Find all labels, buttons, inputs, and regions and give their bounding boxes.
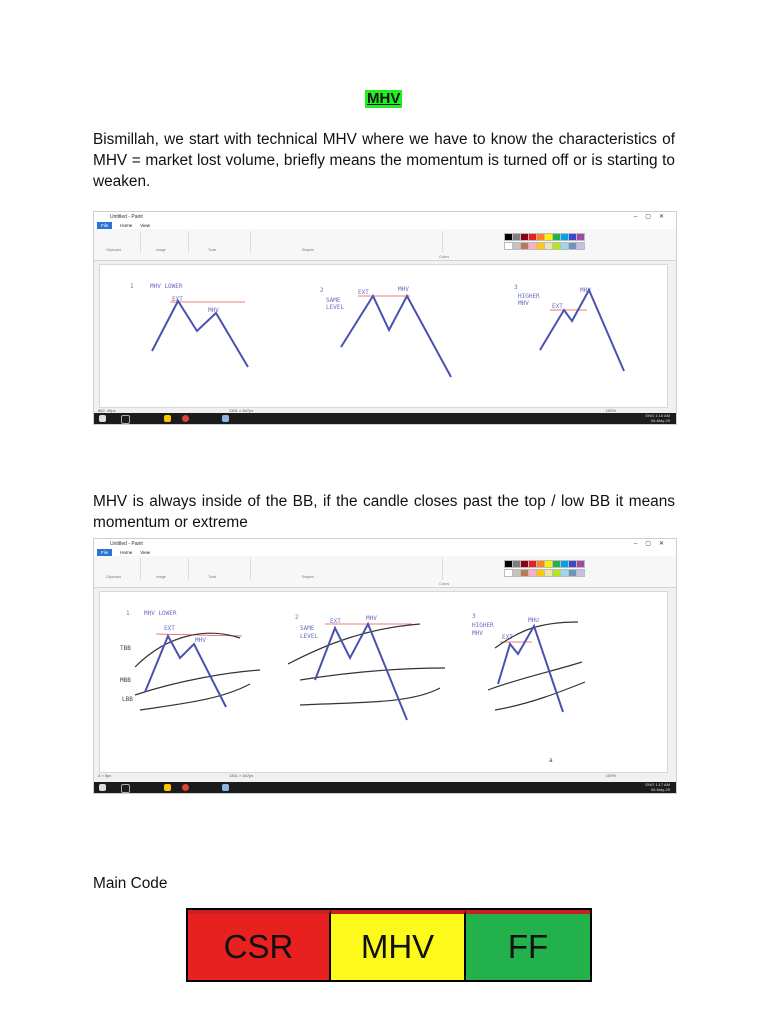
paint-canvas[interactable] [99, 264, 668, 408]
windows-taskbar [94, 413, 676, 424]
status-canvas-size: 1301 × 547px [229, 408, 254, 413]
main-code-label: Main Code [93, 875, 168, 892]
windows-taskbar [94, 782, 676, 793]
paint-title-bar [94, 212, 676, 222]
label-mhv-lower: MHV LOWER [150, 283, 183, 290]
label-ext2: EXT [330, 618, 341, 625]
code-cell-csr: CSR [188, 910, 331, 980]
ribbon-colors-label: Colors [439, 582, 450, 586]
ribbon-clipboard[interactable]: Clipboard [96, 231, 141, 253]
label-mhv3b: MHU [528, 617, 539, 624]
label-n2: 2 [295, 614, 299, 621]
menu-home[interactable]: Home [120, 223, 133, 228]
label-ext3: EXT [502, 634, 513, 641]
drawing-canvas-1 [100, 265, 667, 407]
label-n2: 2 [320, 287, 324, 294]
status-cursor-pos: 3 × 5px [98, 773, 112, 778]
label-lbb: LBB [122, 696, 133, 703]
label-n1: 1 [126, 610, 130, 617]
code-cell-ff: FF [466, 910, 590, 980]
paint-screenshot-1 [93, 211, 677, 425]
chrome-icon[interactable] [182, 784, 189, 791]
search-icon[interactable] [121, 784, 130, 793]
menu-home[interactable]: Home [120, 550, 133, 555]
label-mhv2: MHV [398, 286, 409, 293]
lang-indicator: ENG [645, 413, 655, 418]
paint-menu-bar [94, 222, 676, 229]
code-cell-mhv: MHV [331, 910, 466, 980]
label-mhv1: MHV [195, 637, 206, 644]
ribbon-tools[interactable]: Tools [190, 231, 251, 253]
paint-screenshot-2 [93, 538, 677, 794]
main-code-bar [186, 908, 592, 982]
label-tbb: TBB [120, 645, 131, 652]
start-icon[interactable] [99, 415, 106, 422]
ribbon-image[interactable]: Image [142, 231, 189, 253]
label-ext2: EXT [358, 289, 369, 296]
label-mhv2: MHV [366, 615, 377, 622]
label-n3: 3 [514, 284, 518, 291]
search-icon[interactable] [121, 415, 130, 424]
label-higher: HIGHER [518, 293, 540, 300]
mhv-pattern-2 [341, 296, 451, 377]
label-n3: 3 [472, 613, 476, 620]
window-controls[interactable]: –▢✕ [633, 541, 672, 547]
document-title: MHV [367, 90, 401, 107]
label-mhv3b: MHV [580, 287, 591, 294]
status-zoom: 100% [605, 408, 616, 413]
paint-status-bar [94, 773, 676, 779]
label-level: LEVEL [326, 304, 345, 311]
explorer-icon[interactable] [164, 415, 171, 422]
menu-file[interactable]: File [97, 549, 112, 556]
ribbon-shapes[interactable]: Shapes [252, 231, 443, 253]
menu-view[interactable]: View [140, 223, 150, 228]
label-mhv3a: MHV [518, 300, 529, 307]
label-same: SAME [326, 297, 341, 304]
explorer-icon[interactable] [164, 784, 171, 791]
intro-paragraph: Bismillah, we start with technical MHV where we have to know the characteristics of MHV = market lost volume, briefly means the momentum is turned off or is starting to weaken. [93, 131, 675, 190]
lang-indicator: ENG [645, 782, 655, 787]
taskbar-clock[interactable]: ENG 1:17 AM 06-May-29 [645, 782, 670, 792]
label-n1: 1 [130, 283, 134, 290]
label-ext1: EXT [164, 625, 175, 632]
label-ext1: EXT [172, 296, 183, 303]
ribbon-shapes[interactable]: Shapes [252, 558, 443, 580]
paint-taskbar-icon[interactable] [222, 415, 229, 422]
paint-canvas[interactable] [99, 591, 668, 773]
mbb-line-3 [488, 662, 582, 690]
drawing-canvas-2 [100, 592, 667, 772]
color-palette[interactable] [504, 560, 583, 577]
menu-view[interactable]: View [140, 550, 150, 555]
ribbon-clipboard[interactable]: Clipboard [96, 558, 141, 580]
paint-ribbon [94, 229, 676, 261]
label-higher: HIGHER [472, 622, 494, 629]
label-mbb: MBB [120, 677, 131, 684]
mbb-line-2 [300, 668, 445, 680]
lbb-line-3 [495, 682, 585, 710]
paint-taskbar-icon[interactable] [222, 784, 229, 791]
start-icon[interactable] [99, 784, 106, 791]
paint-title-bar [94, 539, 676, 549]
mbb-line-1 [135, 670, 260, 695]
chrome-icon[interactable] [182, 415, 189, 422]
ribbon-colors-label: Colors [439, 255, 450, 259]
label-mhv1: MHV [208, 307, 219, 314]
bb-paragraph: MHV is always inside of the BB, if the candle closes past the top / low BB it means momentum or extreme [93, 493, 675, 531]
window-controls[interactable]: –▢✕ [633, 214, 672, 220]
paint-menu-bar [94, 549, 676, 556]
ribbon-image[interactable]: Image [142, 558, 189, 580]
status-zoom: 100% [605, 773, 616, 778]
status-canvas-size: 1301 × 547px [229, 773, 254, 778]
paint-window-title: Untitled - Paint [110, 214, 143, 220]
paint-window-title: Untitled - Paint [110, 541, 143, 547]
label-mhv3a: MHV [472, 630, 483, 637]
ribbon-tools[interactable]: Tools [190, 558, 251, 580]
mhv-pattern-1 [152, 301, 248, 367]
label-same: SAME [300, 625, 315, 632]
label-mhv-lower: MHV LOWER [144, 610, 177, 617]
status-cursor-pos: 862, 45px [98, 408, 116, 413]
mhv-pattern-1 [145, 636, 226, 707]
paint-ribbon [94, 556, 676, 588]
taskbar-clock[interactable]: ENG 1:16 AM 06-May-29 [645, 413, 670, 423]
label-corner: a [549, 757, 553, 764]
label-ext3: EXT [552, 303, 563, 310]
menu-file[interactable]: File [97, 222, 112, 229]
color-palette[interactable] [504, 233, 583, 250]
lbb-line-2 [300, 688, 440, 705]
label-level: LEVEL [300, 633, 319, 640]
